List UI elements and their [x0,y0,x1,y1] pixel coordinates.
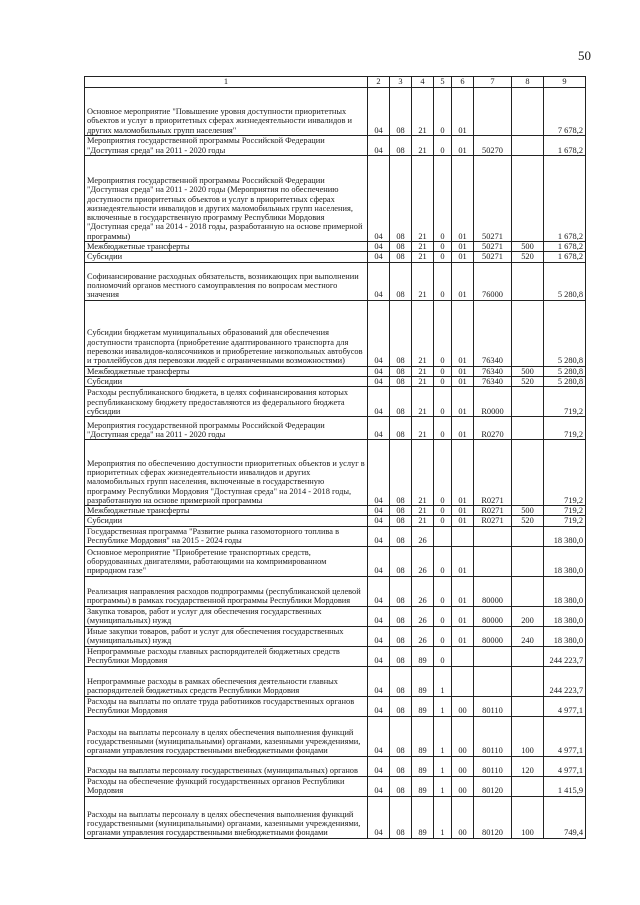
header-cell: 5 [434,77,452,88]
event-code-cell: 00 [452,776,474,796]
table-row [85,88,586,136]
table-row [85,300,586,366]
subprogram-code-cell: 1 [434,776,452,796]
table-header-row [85,77,586,88]
program-code-cell: 89 [412,646,434,666]
expense-direction-cell: 80000 [474,626,512,646]
expense-direction-cell [474,526,512,546]
program-code-cell: 21 [412,156,434,242]
subsection-code-cell: 08 [390,666,412,696]
subprogram-code-cell: 0 [434,417,452,440]
row-name-cell: Расходы на выплаты персоналу в целях обеспечения выполнения функций государственными (муниципальными) органами, казенными учреждениями, органами управления государственными внебюджетными фондами [85,716,368,756]
section-code-cell: 04 [368,440,390,506]
amount-cell: 244 223,7 [544,646,586,666]
table-row [85,156,586,242]
expense-type-cell: 100 [512,716,544,756]
program-code-cell: 21 [412,366,434,376]
subsection-code-cell: 08 [390,776,412,796]
row-name-cell: Государственная программа "Развитие рынка газомоторного топлива в Республике Мордовия" на 2015 - 2024 годы [85,526,368,546]
table-row [85,366,586,376]
subsection-code-cell: 08 [390,440,412,506]
expense-direction-cell: 76340 [474,376,512,386]
table-row [85,136,586,156]
expense-direction-cell: 50271 [474,242,512,252]
expense-type-cell: 520 [512,252,544,262]
table-row [85,526,586,546]
subsection-code-cell: 08 [390,546,412,576]
row-name-cell: Расходы республиканского бюджета, в целях софинансирования которых республиканскому бюджету предоставляются из федерального бюджета субсидии [85,387,368,417]
row-name-cell: Расходы на выплаты персоналу государственных (муниципальных) органов [85,756,368,776]
event-code-cell [452,646,474,666]
expense-direction-cell: 50271 [474,252,512,262]
subsection-code-cell: 08 [390,387,412,417]
event-code-cell: 01 [452,576,474,606]
section-code-cell: 04 [368,646,390,666]
subsection-code-cell: 08 [390,626,412,646]
expense-type-cell [512,576,544,606]
section-code-cell: 04 [368,387,390,417]
program-code-cell: 89 [412,756,434,776]
table-row [85,252,586,262]
row-name-cell: Субсидии бюджетам муниципальных образований для обеспечения доступности транспорта (приобретение адаптированного транспорта для перевозки инвалидов-колясочников и приобретение низкопольных автобусов и троллейбусов для перевозки людей с ограниченными возможностями) [85,300,368,366]
amount-cell: 18 380,0 [544,606,586,626]
section-code-cell: 04 [368,576,390,606]
expense-type-cell [512,666,544,696]
section-code-cell: 04 [368,716,390,756]
expense-type-cell [512,696,544,716]
expense-direction-cell: 76340 [474,366,512,376]
section-code-cell: 04 [368,136,390,156]
subsection-code-cell: 08 [390,300,412,366]
subprogram-code-cell: 0 [434,646,452,666]
table-row [85,440,586,506]
table-row [85,606,586,626]
program-code-cell: 21 [412,387,434,417]
expense-type-cell [512,526,544,546]
program-code-cell: 26 [412,526,434,546]
expense-type-cell [512,136,544,156]
expense-direction-cell: 76340 [474,300,512,366]
event-code-cell: 00 [452,716,474,756]
table-row [85,696,586,716]
section-code-cell: 04 [368,526,390,546]
event-code-cell: 01 [452,546,474,576]
program-code-cell: 26 [412,576,434,606]
amount-cell: 4 977,1 [544,716,586,756]
expense-type-cell [512,646,544,666]
subsection-code-cell: 08 [390,796,412,838]
program-code-cell: 21 [412,262,434,300]
page-number: 50 [578,48,591,63]
expense-type-cell: 200 [512,606,544,626]
amount-cell: 244 223,7 [544,666,586,696]
header-cell: 2 [368,77,390,88]
program-code-cell: 21 [412,440,434,506]
expense-direction-cell: 50270 [474,136,512,156]
section-code-cell: 04 [368,696,390,716]
row-name-cell: Расходы на выплаты персоналу в целях обеспечения выполнения функций государственными (муниципальными) органами, казенными учреждениями, органами управления государственными внебюджетными фондами [85,796,368,838]
amount-cell: 719,2 [544,506,586,516]
program-code-cell: 21 [412,300,434,366]
row-name-cell: Непрограммные расходы в рамках обеспечения деятельности главных распорядителей бюджетных средств Республики Мордовия [85,666,368,696]
table-row [85,626,586,646]
subprogram-code-cell: 0 [434,366,452,376]
row-name-cell: Иные закупки товаров, работ и услуг для обеспечения государственных (муниципальных) нужд [85,626,368,646]
amount-cell: 1 678,2 [544,252,586,262]
expense-direction-cell: 80120 [474,776,512,796]
program-code-cell: 89 [412,696,434,716]
subprogram-code-cell: 0 [434,506,452,516]
section-code-cell: 04 [368,376,390,386]
table-body [85,88,586,839]
program-code-cell: 21 [412,88,434,136]
event-code-cell: 00 [452,696,474,716]
section-code-cell: 04 [368,516,390,526]
table-row [85,576,586,606]
section-code-cell: 04 [368,626,390,646]
subsection-code-cell: 08 [390,646,412,666]
table-row [85,387,586,417]
subprogram-code-cell: 0 [434,88,452,136]
expense-direction-cell: 80110 [474,696,512,716]
expense-direction-cell [474,546,512,576]
row-name-cell: Мероприятия по обеспечению доступности приоритетных объектов и услуг в приоритетных сферах жизнедеятельности инвалидов и других маломобильных групп населения, включенные в государственную программу Республики Мордовия "Доступная среда" на 2014 - 2018 годы, разработанную на основе примерной программы [85,440,368,506]
expense-type-cell: 100 [512,796,544,838]
section-code-cell: 04 [368,606,390,626]
section-code-cell: 04 [368,88,390,136]
program-code-cell: 89 [412,776,434,796]
amount-cell: 18 380,0 [544,576,586,606]
subprogram-code-cell: 0 [434,576,452,606]
header-cell: 8 [512,77,544,88]
expense-direction-cell: 76000 [474,262,512,300]
subsection-code-cell: 08 [390,506,412,516]
expense-type-cell: 240 [512,626,544,646]
expense-direction-cell: R0271 [474,516,512,526]
event-code-cell: 01 [452,440,474,506]
row-name-cell: Межбюджетные трансферты [85,242,368,252]
subsection-code-cell: 08 [390,516,412,526]
expense-direction-cell: 80000 [474,606,512,626]
header-cell: 1 [85,77,368,88]
expense-direction-cell [474,646,512,666]
row-name-cell: Реализация направления расходов подпрограммы (республиканской целевой программы) в рамках государственной программы Республики Мордовия [85,576,368,606]
section-code-cell: 04 [368,776,390,796]
section-code-cell: 04 [368,366,390,376]
event-code-cell: 01 [452,506,474,516]
amount-cell: 18 380,0 [544,526,586,546]
subprogram-code-cell [434,526,452,546]
event-code-cell: 01 [452,366,474,376]
subsection-code-cell: 08 [390,526,412,546]
budget-table [84,76,586,839]
event-code-cell: 01 [452,136,474,156]
subprogram-code-cell: 0 [434,387,452,417]
expense-direction-cell: R0000 [474,387,512,417]
subprogram-code-cell: 1 [434,796,452,838]
table-row [85,262,586,300]
amount-cell: 5 280,8 [544,376,586,386]
expense-type-cell [512,546,544,576]
subprogram-code-cell: 0 [434,606,452,626]
table-row [85,506,586,516]
event-code-cell [452,526,474,546]
subprogram-code-cell: 1 [434,756,452,776]
section-code-cell: 04 [368,506,390,516]
expense-direction-cell: R0271 [474,506,512,516]
expense-type-cell [512,440,544,506]
subsection-code-cell: 08 [390,716,412,756]
subprogram-code-cell: 0 [434,546,452,576]
row-name-cell: Основное мероприятие "Повышение уровня доступности приоритетных объектов и услуг в приоритетных сферах жизнедеятельности инвалидов и других маломобильных групп населения" [85,88,368,136]
subprogram-code-cell: 0 [434,262,452,300]
event-code-cell: 01 [452,376,474,386]
row-name-cell: Расходы на выплаты по оплате труда работников государственных органов Республики Мордовия [85,696,368,716]
section-code-cell: 04 [368,262,390,300]
table-row [85,756,586,776]
expense-type-cell [512,88,544,136]
subsection-code-cell: 08 [390,88,412,136]
amount-cell: 5 280,8 [544,262,586,300]
subsection-code-cell: 08 [390,366,412,376]
subsection-code-cell: 08 [390,756,412,776]
program-code-cell: 21 [412,417,434,440]
subsection-code-cell: 08 [390,417,412,440]
header-cell: 6 [452,77,474,88]
event-code-cell: 01 [452,242,474,252]
expense-type-cell [512,156,544,242]
amount-cell: 4 977,1 [544,696,586,716]
expense-direction-cell: R0270 [474,417,512,440]
row-name-cell: Субсидии [85,252,368,262]
program-code-cell: 21 [412,252,434,262]
subsection-code-cell: 08 [390,606,412,626]
event-code-cell [452,666,474,696]
subsection-code-cell: 08 [390,376,412,386]
subsection-code-cell: 08 [390,696,412,716]
amount-cell: 749,4 [544,796,586,838]
amount-cell: 1 678,2 [544,242,586,252]
amount-cell: 719,2 [544,516,586,526]
program-code-cell: 21 [412,136,434,156]
expense-direction-cell: 80110 [474,716,512,756]
amount-cell: 7 678,2 [544,88,586,136]
subprogram-code-cell: 1 [434,696,452,716]
amount-cell: 719,2 [544,387,586,417]
expense-direction-cell: R0271 [474,440,512,506]
subprogram-code-cell: 1 [434,666,452,696]
expense-direction-cell: 50271 [474,156,512,242]
expense-direction-cell [474,88,512,136]
subprogram-code-cell: 0 [434,252,452,262]
event-code-cell: 01 [452,156,474,242]
expense-type-cell: 500 [512,366,544,376]
table-row [85,417,586,440]
subprogram-code-cell: 0 [434,626,452,646]
expense-type-cell: 520 [512,516,544,526]
subsection-code-cell: 08 [390,136,412,156]
amount-cell: 1 415,9 [544,776,586,796]
expense-type-cell [512,417,544,440]
header-cell: 4 [412,77,434,88]
event-code-cell: 01 [452,626,474,646]
row-name-cell: Межбюджетные трансферты [85,366,368,376]
program-code-cell: 89 [412,796,434,838]
section-code-cell: 04 [368,252,390,262]
section-code-cell: 04 [368,796,390,838]
event-code-cell: 01 [452,262,474,300]
row-name-cell: Мероприятия государственной программы Российской Федерации "Доступная среда" на 2011 - 2020 годы [85,417,368,440]
table-row [85,666,586,696]
event-code-cell: 01 [452,606,474,626]
event-code-cell: 01 [452,88,474,136]
program-code-cell: 21 [412,242,434,252]
table-row [85,242,586,252]
table-row [85,716,586,756]
row-name-cell: Закупка товаров, работ и услуг для обеспечения государственных (муниципальных) нужд [85,606,368,626]
amount-cell: 18 380,0 [544,626,586,646]
section-code-cell: 04 [368,300,390,366]
subsection-code-cell: 08 [390,576,412,606]
row-name-cell: Непрограммные расходы главных распорядителей бюджетных средств Республики Мордовия [85,646,368,666]
subprogram-code-cell: 0 [434,156,452,242]
row-name-cell: Расходы на обеспечение функций государственных органов Республики Мордовия [85,776,368,796]
program-code-cell: 21 [412,516,434,526]
event-code-cell: 00 [452,796,474,838]
program-code-cell: 21 [412,506,434,516]
section-code-cell: 04 [368,756,390,776]
section-code-cell: 04 [368,417,390,440]
event-code-cell: 01 [452,387,474,417]
subprogram-code-cell: 0 [434,136,452,156]
expense-type-cell [512,300,544,366]
expense-type-cell: 520 [512,376,544,386]
program-code-cell: 26 [412,546,434,576]
subsection-code-cell: 08 [390,156,412,242]
event-code-cell: 01 [452,516,474,526]
expense-type-cell [512,262,544,300]
amount-cell: 5 280,8 [544,366,586,376]
amount-cell: 4 977,1 [544,756,586,776]
expense-direction-cell: 80110 [474,756,512,776]
amount-cell: 719,2 [544,440,586,506]
amount-cell: 1 678,2 [544,156,586,242]
row-name-cell: Основное мероприятие "Приобретение транспортных средств, оборудованных двигателями, работающими на компримированном природном газе" [85,546,368,576]
event-code-cell: 01 [452,417,474,440]
table-row [85,546,586,576]
amount-cell: 1 678,2 [544,136,586,156]
table-row [85,376,586,386]
subsection-code-cell: 08 [390,252,412,262]
section-code-cell: 04 [368,242,390,252]
subsection-code-cell: 08 [390,262,412,300]
subsection-code-cell: 08 [390,242,412,252]
row-name-cell: Мероприятия государственной программы Российской Федерации "Доступная среда" на 2011 - 2020 годы (Мероприятия по обеспечению доступности приоритетных объектов и услуг в приоритетных сферах жизнедеятельности инвалидов и других маломобильных групп населения, включенные в государственную программу Республики Мордовия "Доступная среда" на 2014 - 2018 годы, разработанную на основе примерной программы) [85,156,368,242]
row-name-cell: Субсидии [85,516,368,526]
header-cell: 9 [544,77,586,88]
amount-cell: 5 280,8 [544,300,586,366]
header-cell: 3 [390,77,412,88]
expense-direction-cell [474,666,512,696]
table-row [85,776,586,796]
expense-direction-cell: 80120 [474,796,512,838]
expense-type-cell [512,387,544,417]
section-code-cell: 04 [368,666,390,696]
amount-cell: 719,2 [544,417,586,440]
subprogram-code-cell: 0 [434,440,452,506]
table-row [85,516,586,526]
subprogram-code-cell: 1 [434,716,452,756]
event-code-cell: 00 [452,756,474,776]
expense-type-cell: 500 [512,242,544,252]
program-code-cell: 89 [412,666,434,696]
header-cell: 7 [474,77,512,88]
section-code-cell: 04 [368,546,390,576]
subprogram-code-cell: 0 [434,376,452,386]
row-name-cell: Межбюджетные трансферты [85,506,368,516]
expense-type-cell: 500 [512,506,544,516]
row-name-cell: Софинансирование расходных обязательств, возникающих при выполнении полномочий органов местного самоуправления по вопросам местного значения [85,262,368,300]
event-code-cell: 01 [452,252,474,262]
amount-cell: 18 380,0 [544,546,586,576]
subprogram-code-cell: 0 [434,242,452,252]
section-code-cell: 04 [368,156,390,242]
program-code-cell: 26 [412,626,434,646]
subprogram-code-cell: 0 [434,300,452,366]
expense-direction-cell: 80000 [474,576,512,606]
row-name-cell: Мероприятия государственной программы Российской Федерации "Доступная среда" на 2011 - 2020 годы [85,136,368,156]
subprogram-code-cell: 0 [434,516,452,526]
event-code-cell: 01 [452,300,474,366]
program-code-cell: 89 [412,716,434,756]
expense-type-cell [512,776,544,796]
program-code-cell: 21 [412,376,434,386]
table-row [85,646,586,666]
table-row [85,796,586,838]
expense-type-cell: 120 [512,756,544,776]
row-name-cell: Субсидии [85,376,368,386]
program-code-cell: 26 [412,606,434,626]
